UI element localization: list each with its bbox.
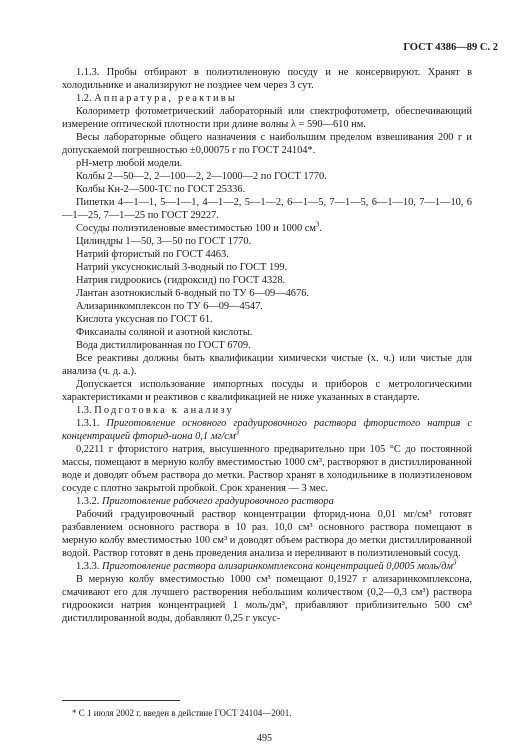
paragraph: Ализаринкомплексон по ТУ 6—09—4547.	[76, 301, 263, 312]
paragraph: Натрий фтористый по ГОСТ 4463.	[76, 249, 229, 260]
paragraph: Колбы 2—50—2, 2—100—2, 2—1000—2 по ГОСТ 1770.	[76, 171, 327, 182]
paragraph: В мерную колбу вместимостью 1000 см³ помещают 0,1927 г ализаринкомплексона, смачивают его для лучшего растворения небольшим количеством (0,2—0,3 см³) раствора гидроокиси натрия концентрацией 1 моль/дм³, прибавляют приблизительно 500 см³ дистиллированной воды, добавляют 0,25 г уксус-	[62, 574, 472, 624]
subsection-heading: 1.3.2. Приготовление рабочего градуировочного раствора	[76, 496, 334, 507]
paragraph: Кислота уксусная по ГОСТ 61.	[76, 314, 213, 325]
document-body	[62, 66, 472, 625]
paragraph: рН-метр любой модели.	[76, 158, 183, 169]
paragraph: Вода дистиллированная по ГОСТ 6709.	[76, 340, 251, 351]
paragraph: Фиксаналы соляной и азотной кислоты.	[76, 327, 253, 338]
paragraph: Весы лабораторные общего назначения с наибольшим пределом взвешивания 200 г и допускаемой погрешностью ±0,00075 г по ГОСТ 24104*.	[62, 132, 472, 156]
paragraph: Цилиндры 1—50, 3—50 по ГОСТ 1770.	[76, 236, 252, 247]
footnote: * С 1 июля 2002 г. введен в действие ГОСТ 24104—2001.	[72, 708, 292, 718]
paragraph: Пипетки 4—1—1, 5—1—1, 4—1—2, 5—1—2, 6—1—5, 7—1—5, 6—1—10, 7—1—10, 6—1—25, 7—1—25 по ГОСТ 29227.	[62, 197, 472, 221]
paragraph: Лантан азотнокислый 6-водный по ТУ 6—09—4676.	[76, 288, 309, 299]
paragraph: Натрий уксуснокислый 3-водный по ГОСТ 199.	[76, 262, 288, 273]
paragraph: Сосуды полиэтиленовые вместимостью 100 и 1000 $см^3$.	[76, 220, 323, 234]
section-heading: 1.2. Аппаратура, реактивы	[76, 93, 238, 104]
paragraph: Все реактивы должны быть квалификации химически чистые (х. ч.) или чистые для анализа (ч. д. а.).	[62, 353, 472, 377]
footnote-divider	[62, 700, 180, 701]
paragraph: 1.1.3. Пробы отбирают в полиэтиленовую посуду и не консервируют. Хранят в холодильнике и анализируют не позднее чем через 3 сут.	[62, 67, 472, 91]
paragraph: Колориметр фотометрический лабораторный или спектрофотометр, обеспечивающий измерение оптической плотности при длине волны λ = 590—610 нм.	[62, 106, 472, 130]
subsection-heading: 1.3.1. Приготовление основного градуировочного раствора фтористого натрия с концентрацией фторид-иона 0,1 $мг/см^3$	[62, 418, 472, 442]
subsection-heading: 1.3.3. Приготовление раствора ализаринкомплексона концентрацией 0,0005 моль/$дм^3$	[76, 558, 457, 572]
page-number: 495	[257, 733, 272, 744]
paragraph: Колбы Кн-2—500-ТС по ГОСТ 25336.	[76, 184, 246, 195]
section-heading: 1.3. Подготовка к анализу	[76, 405, 234, 416]
paragraph: Рабочий градуировочный раствор концентрации фторид-иона 0,01 мг/см³ готовят разбавлением основного раствора в 10 раз. 10,0 см³ основного раствора помещают в мерную колбу вместимостью 100 см³ и доводят объем раствора до метки дистиллированной водой. Раствор готовят в день проведения анализа и переливают в полиэтиленовый сосуд.	[62, 509, 472, 559]
paragraph: Натрия гидроокись (гидроксид) по ГОСТ 4328.	[76, 275, 286, 286]
paragraph: 0,2211 г фтористого натрия, высушенного предварительно при 105 °С до постоянной массы, помещают в мерную колбу вместимостью 1000 см³, растворяют в дистиллированной воде и доводят объем раствора до метки. Раствор хранят в холодильнике в полиэтиленовом сосуде с плотно закрытой пробкой. Срок хранения — 3 мес.	[62, 444, 472, 494]
page-header: ГОСТ 4386—89 С. 2	[403, 42, 498, 53]
paragraph: Допускается использование импортных посуды и приборов с метрологическими характеристиками и реактивов с квалификацией не ниже указанных в стандарте.	[62, 379, 472, 403]
